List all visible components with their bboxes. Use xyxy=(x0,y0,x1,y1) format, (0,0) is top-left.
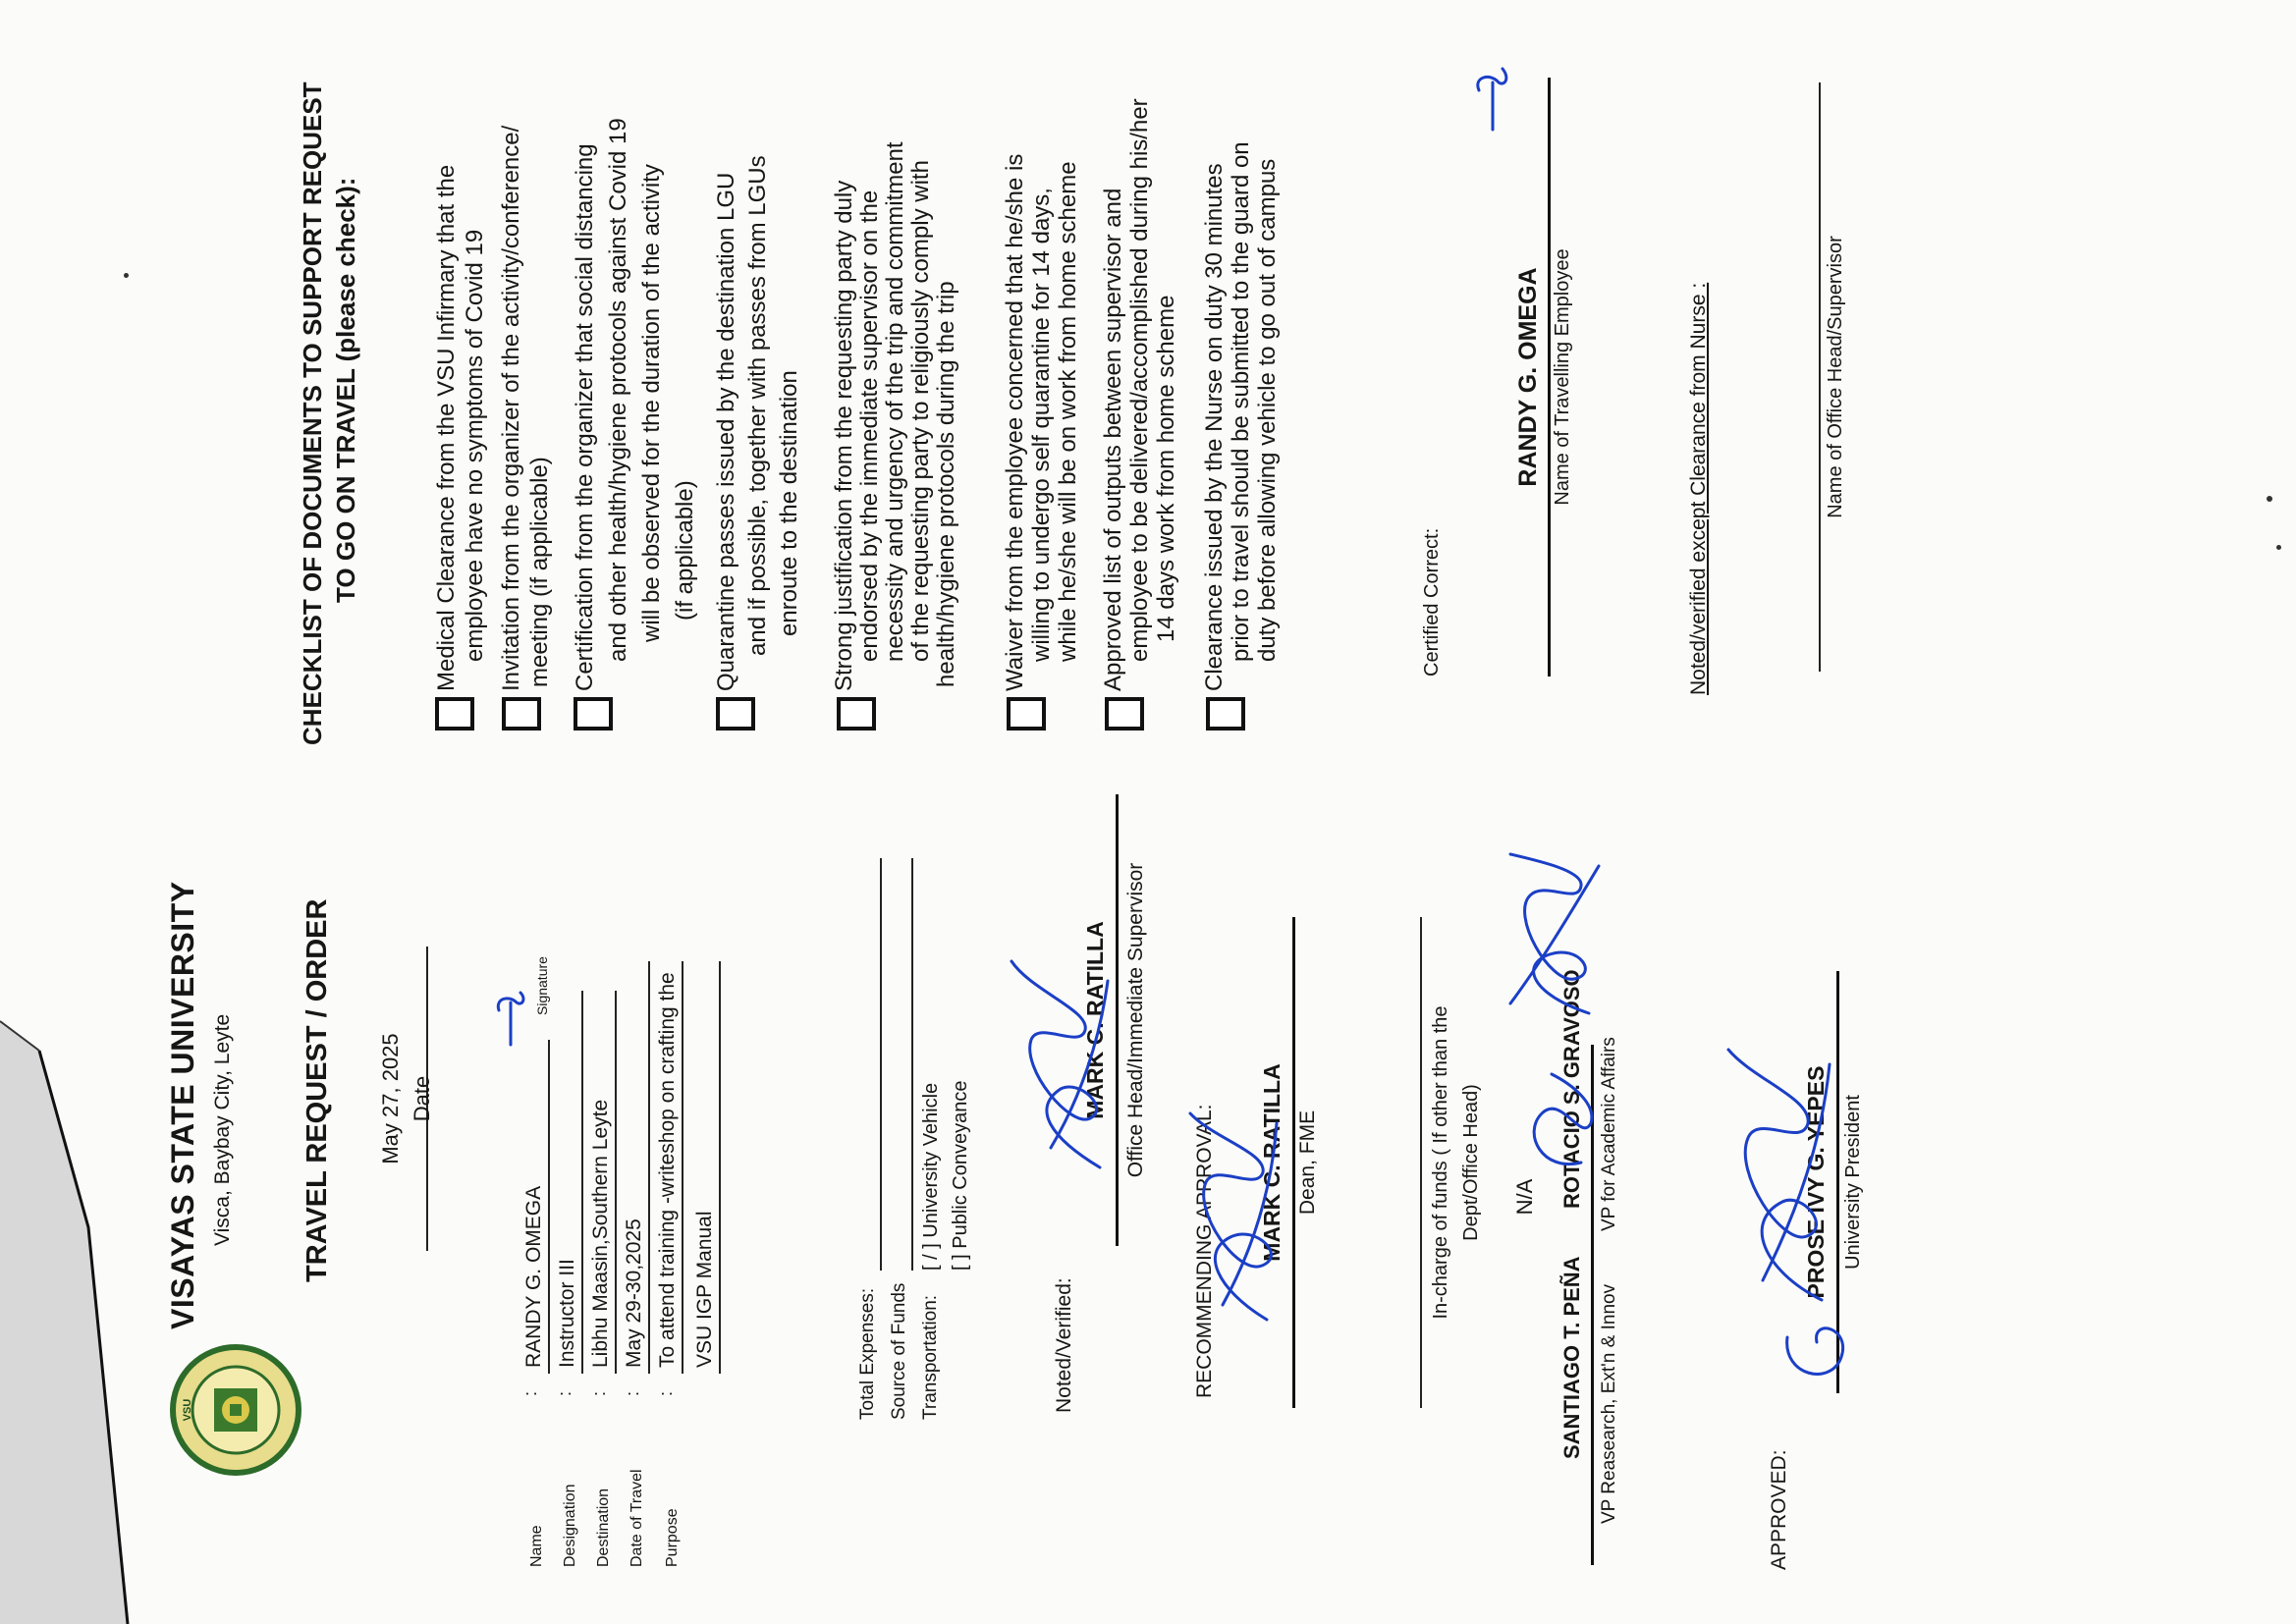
name-field xyxy=(517,1040,550,1374)
designation-field xyxy=(550,991,583,1374)
colon: : xyxy=(589,1390,609,1396)
checklist-item-line: Waiver from the employee concerned that he/she is xyxy=(1002,153,1028,691)
office-head-label: Name of Office Head/Supervisor xyxy=(1825,236,1846,518)
university-name: VISAYAS STATE UNIVERSITY xyxy=(165,881,200,1329)
checklist-item-line: Invitation from the organizer of the activity/conference/ xyxy=(498,125,524,691)
svg-text:VSU: VSU xyxy=(182,1398,193,1422)
checklist-checkbox-2[interactable] xyxy=(574,697,613,731)
nurse-clearance-label: Noted/verified except Clearance from Nurse : xyxy=(1687,282,1710,695)
checklist-item-line: 14 days work from home scheme xyxy=(1153,295,1179,642)
purpose-field-line1 xyxy=(650,961,683,1374)
university-address: Visca, Baybay City, Leyte xyxy=(211,1013,234,1246)
noted-verified-label: Noted/Verified: xyxy=(1053,1277,1075,1413)
total-expenses-line xyxy=(850,858,882,1271)
in-charge-line1: In-charge of funds ( If other than the xyxy=(1430,1005,1451,1320)
transportation-label: Transportation: xyxy=(920,1294,941,1420)
name-value: RANDY G. OMEGA xyxy=(522,1185,545,1368)
checklist-item-line: employee have no symptoms of Covid 19 xyxy=(462,229,488,662)
designation-label: Designation xyxy=(562,1484,578,1567)
checklist-checkbox-7[interactable] xyxy=(1206,697,1245,731)
certified-title: Name of Travelling Employee xyxy=(1552,248,1573,506)
date-of-travel-label: Date of Travel xyxy=(629,1469,645,1567)
vp-left-name: SANTIAGO T. PEÑA xyxy=(1559,1256,1584,1459)
checklist-checkbox-1[interactable] xyxy=(502,697,541,731)
source-of-funds-label: Source of Funds xyxy=(889,1282,909,1420)
noted-signatory-title: Office Head/Immediate Supervisor xyxy=(1124,862,1147,1178)
date-of-travel-value: May 29-30,2025 xyxy=(623,1218,645,1368)
source-of-funds-line xyxy=(882,858,913,1271)
purpose-label: Purpose xyxy=(664,1508,681,1567)
checklist-item-5 xyxy=(1002,154,1081,691)
president-signature xyxy=(1704,1035,1851,1310)
approved-signatory-name: PROSE IVY G. YEPES xyxy=(1803,1065,1829,1299)
vp-right-name: ROTACIO S. GRAVOSO xyxy=(1559,969,1584,1209)
vp-left-title: VP Reasearch, Ext'n & Innov xyxy=(1599,1283,1619,1524)
checklist-item-line: Quarantine passes issued by the destination LGU xyxy=(713,172,739,691)
checklist-item-line: necessity and urgency of the trip and commitment xyxy=(882,141,908,662)
employee-signature xyxy=(491,981,530,1050)
certified-name: RANDY G. OMEGA xyxy=(1514,267,1542,487)
checklist-item-line: meeting (if applicable) xyxy=(526,457,553,687)
university-seal-icon xyxy=(169,1343,302,1477)
colon: : xyxy=(656,1390,676,1396)
checklist-item-line: willing to undergo self quarantine for 14 days, xyxy=(1028,188,1055,662)
checklist-item-line: enroute to the destination xyxy=(776,370,802,636)
colon: : xyxy=(555,1390,574,1396)
checklist-item-line: Certification from the organizer that social distancing xyxy=(572,143,598,691)
noted-signature xyxy=(992,942,1129,1177)
name-label: Name xyxy=(528,1525,545,1567)
checklist-item-line: while he/she will be on work from home scheme xyxy=(1055,161,1081,662)
checklist-item-line: Medical Clearance from the VSU Infirmary that the xyxy=(433,164,460,691)
total-expenses-label: Total Expenses: xyxy=(857,1287,878,1420)
checklist-checkbox-6[interactable] xyxy=(1105,697,1144,731)
vp-academic-initial xyxy=(1503,1064,1601,1182)
date-value: May 27, 2025 xyxy=(378,1033,403,1164)
vp-academic-signature xyxy=(1491,846,1618,1023)
destination-label: Destination xyxy=(595,1488,612,1567)
in-charge-line2: Dept/Office Head) xyxy=(1460,1084,1482,1241)
checklist-item-0 xyxy=(432,165,489,691)
approved-signatory-title: University President xyxy=(1842,1095,1864,1270)
colon: : xyxy=(520,1390,540,1396)
checklist-item-line: Approved list of outputs between supervisor and xyxy=(1100,188,1126,691)
vp-right-title: VP for Academic Affairs xyxy=(1599,1037,1619,1231)
purpose-value-line2: VSU IGP Manual xyxy=(693,1211,716,1368)
recommending-signatory-name: MARK C. RATILLA xyxy=(1259,1063,1285,1262)
checklist-title-line1: CHECKLIST OF DOCUMENTS TO SUPPORT REQUEST xyxy=(298,81,327,745)
certified-name-line xyxy=(1493,78,1551,677)
recommending-signatory-title: Dean, FME xyxy=(1296,1110,1319,1216)
checklist-item-line: prior to travel should be submitted to the guard on xyxy=(1228,141,1254,662)
colon: : xyxy=(623,1390,642,1396)
recommending-signature xyxy=(1169,1104,1306,1329)
destination-value: Libhu Maasin,Southern Leyte xyxy=(589,1099,612,1368)
office-head-line xyxy=(1779,82,1821,672)
checklist-item-line: will be observed for the duration of the activity xyxy=(638,164,665,642)
checklist-item-line: Clearance issued by the Nurse on duty 30 minutes xyxy=(1201,163,1228,691)
university-vehicle-option: [ / ] University Vehicle xyxy=(920,1082,942,1271)
checklist-item-line: employee to be delivered/accomplished during his/her xyxy=(1126,98,1153,662)
checklist-item-line: and if possible, together with passes from LGUs xyxy=(744,155,771,656)
public-conveyance-option: [ ] Public Conveyance xyxy=(950,1080,971,1271)
checklist-item-line: endorsed by the immediate supervisor on the xyxy=(856,189,883,662)
checklist-item-7 xyxy=(1201,141,1281,691)
president-initial xyxy=(1773,1308,1861,1396)
purpose-value-line1: To attend training -writeshop on crafting the xyxy=(656,972,679,1368)
form-title: TRAVEL REQUEST / ORDER xyxy=(301,898,333,1282)
noted-signatory-name: MARK C. RATILLA xyxy=(1082,921,1108,1119)
checklist-checkbox-3[interactable] xyxy=(716,697,755,731)
checklist-item-line: health/hygiene protocols during the trip xyxy=(933,281,959,687)
purpose-field-line2 xyxy=(687,961,721,1374)
checklist-title-line2: TO GO ON TRAVEL (please check): xyxy=(331,177,360,603)
approved-label: APPROVED: xyxy=(1768,1449,1790,1570)
checklist-item-line: (if applicable) xyxy=(672,480,698,621)
checklist-item-6 xyxy=(1100,98,1179,691)
signature-label: Signature xyxy=(534,956,550,1015)
checklist-item-line: duty before allowing vehicle to go out of campus xyxy=(1254,158,1281,662)
date-of-travel-field xyxy=(617,961,650,1374)
certified-signature xyxy=(1471,55,1515,134)
certified-correct-label: Certified Correct: xyxy=(1421,527,1443,677)
destination-field xyxy=(583,991,617,1374)
checklist-checkbox-0[interactable] xyxy=(435,697,474,731)
checklist-checkbox-4[interactable] xyxy=(837,697,876,731)
checklist-item-3 xyxy=(711,155,805,691)
date-label: Date xyxy=(410,1075,434,1122)
vp-left-na: N/A xyxy=(1512,1178,1537,1216)
designation-value: Instructor III xyxy=(556,1259,578,1368)
checklist-item-line: Strong justification from the requesting party duly xyxy=(831,180,857,691)
in-charge-line xyxy=(1381,917,1422,1408)
checklist-item-4 xyxy=(832,141,959,691)
recommending-approval-label: RECOMMENDING APPROVAL: xyxy=(1193,1104,1216,1398)
checklist-item-line: and other health/hygiene protocols against Covid 19 xyxy=(605,118,631,662)
checklist-item-2 xyxy=(569,118,702,691)
checklist-item-1 xyxy=(497,126,554,691)
checklist-item-line: of the requesting party to religiously comply with xyxy=(907,160,934,662)
checklist-checkbox-5[interactable] xyxy=(1007,697,1046,731)
